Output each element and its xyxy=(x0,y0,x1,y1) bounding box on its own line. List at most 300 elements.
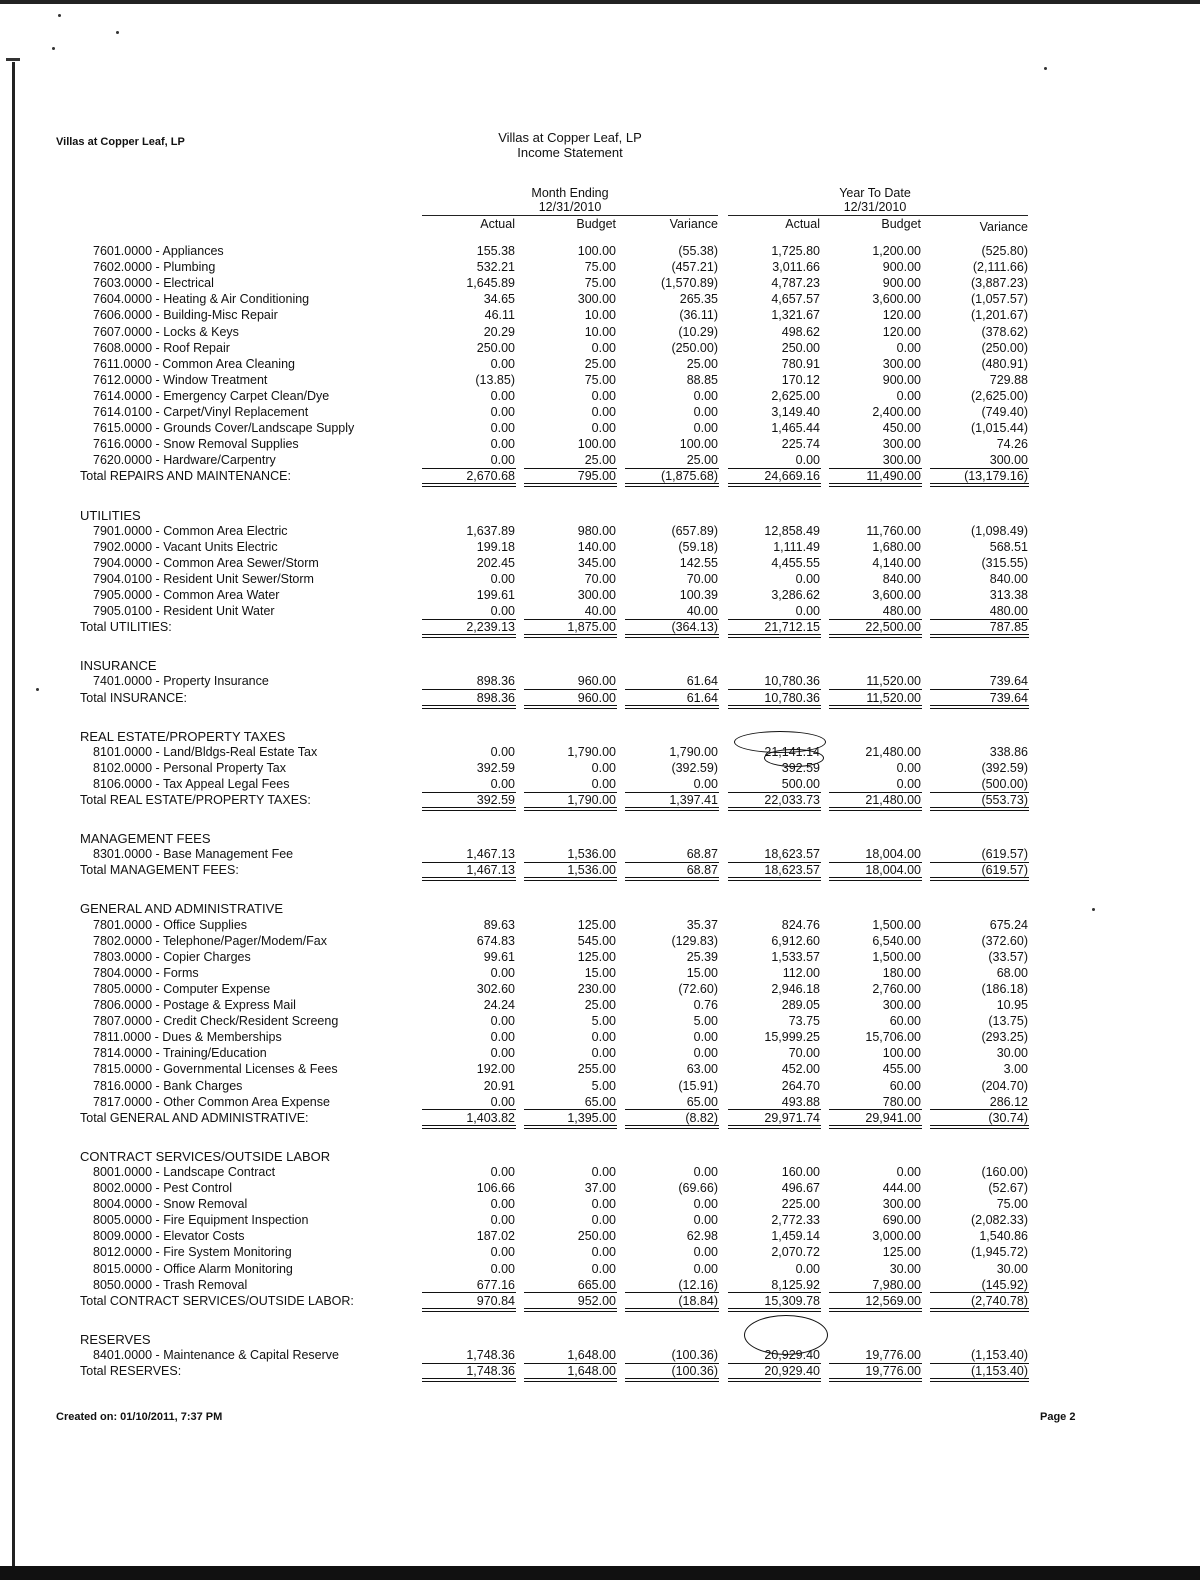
cell-value: 100.00 xyxy=(577,244,616,258)
cell-value: 0.00 xyxy=(490,1046,515,1061)
cell-value: 4,787.23 xyxy=(771,276,820,291)
cell-value: 35.37 xyxy=(686,917,718,932)
cell-value: 675.24 xyxy=(989,917,1028,932)
cell-value: 12,858.49 xyxy=(764,523,820,538)
double-underline xyxy=(930,483,1029,487)
total-label: Total MANAGEMENT FEES: xyxy=(80,863,239,878)
column-header: Variance xyxy=(669,217,718,231)
cell-value: (1,945.72) xyxy=(971,1245,1028,1260)
cell-value: 10.00 xyxy=(584,324,616,339)
cell-value: 300.00 xyxy=(882,453,921,468)
cell-value: 568.51 xyxy=(989,539,1028,554)
cell-value: 125.00 xyxy=(882,1245,921,1260)
cell-value: 20.29 xyxy=(483,324,515,339)
cell-value: 89.63 xyxy=(483,917,515,932)
cell-value: 4,657.57 xyxy=(771,292,820,307)
cell-value: 0.00 xyxy=(490,421,515,436)
cell-value: 18,623.57 xyxy=(764,847,820,862)
cell-value: 4,140.00 xyxy=(872,555,921,570)
cell-value: 1,748.36 xyxy=(466,1364,515,1378)
account-label: 7614.0100 - Carpet/Vinyl Replacement xyxy=(93,405,309,419)
cell-value: (372.60) xyxy=(981,933,1028,948)
cell-value: 300.00 xyxy=(989,453,1028,468)
table-row xyxy=(0,260,1200,276)
cell-value: 15,309.78 xyxy=(764,1293,820,1308)
cell-value: 1,536.00 xyxy=(567,863,616,878)
cell-value: 30.00 xyxy=(996,1261,1028,1276)
account-label: 7606.0000 - Building-Misc Repair xyxy=(93,308,278,323)
table-row xyxy=(0,421,1200,437)
cell-value: 120.00 xyxy=(882,324,921,339)
cell-value: 21,712.15 xyxy=(764,620,820,635)
cell-value: 46.11 xyxy=(484,308,515,323)
table-row xyxy=(0,405,1200,421)
cell-value: 5.00 xyxy=(591,1078,616,1093)
cell-value: 34.65 xyxy=(483,292,515,307)
cell-value: 0.76 xyxy=(693,998,718,1012)
cell-value: 1,790.00 xyxy=(669,744,718,759)
cell-value: 0.00 xyxy=(591,405,616,419)
table-row xyxy=(0,1095,1200,1111)
cell-value: 3,600.00 xyxy=(872,292,921,307)
cell-value: 125.00 xyxy=(577,917,616,932)
account-label: 7817.0000 - Other Common Area Expense xyxy=(93,1094,330,1109)
cell-value: 0.00 xyxy=(591,1046,616,1061)
cell-value: 1,459.14 xyxy=(771,1229,820,1244)
cell-value: 960.00 xyxy=(577,690,616,705)
cell-value: 61.64 xyxy=(686,674,718,689)
cell-value: 500.00 xyxy=(781,776,820,791)
report-title-company: Villas at Copper Leaf, LP xyxy=(498,130,642,145)
account-label: 7815.0000 - Governmental Licenses & Fees xyxy=(93,1062,338,1077)
cell-value: 739.64 xyxy=(989,674,1028,689)
double-underline xyxy=(728,1125,821,1129)
account-label: 7607.0000 - Locks & Keys xyxy=(93,324,239,339)
cell-value: 1,648.00 xyxy=(567,1347,616,1362)
double-underline xyxy=(728,877,821,881)
table-row xyxy=(0,1229,1200,1245)
cell-value: 18,623.57 xyxy=(764,863,820,878)
cell-value: 313.38 xyxy=(989,588,1028,602)
cell-value: 455.00 xyxy=(882,1062,921,1077)
cell-value: 265.35 xyxy=(679,292,718,307)
account-label: 7902.0000 - Vacant Units Electric xyxy=(93,539,278,554)
cell-value: 0.00 xyxy=(490,453,515,468)
cell-value: 0.00 xyxy=(693,421,718,436)
cell-value: (1,015.44) xyxy=(971,421,1028,436)
cell-value: (250.00) xyxy=(671,340,718,355)
table-row xyxy=(0,1079,1200,1095)
handwritten-circle xyxy=(744,1315,828,1355)
cell-value: 0.00 xyxy=(591,776,616,791)
cell-value: 22,033.73 xyxy=(764,793,820,807)
report-title-name: Income Statement xyxy=(517,145,623,160)
cell-value: (525.80) xyxy=(981,244,1028,258)
table-row xyxy=(0,588,1200,604)
cell-value: 898.36 xyxy=(476,690,515,705)
account-label: 8002.0000 - Pest Control xyxy=(93,1181,232,1195)
cell-value: 225.00 xyxy=(781,1197,820,1212)
double-underline xyxy=(625,634,719,638)
table-row xyxy=(0,1014,1200,1030)
total-label: Total RESERVES: xyxy=(80,1364,182,1378)
cell-value: 674.83 xyxy=(476,933,515,948)
cell-value: 3,600.00 xyxy=(872,588,921,602)
cell-value: 0.00 xyxy=(490,604,515,619)
ytd-period-date: 12/31/2010 xyxy=(843,200,907,214)
cell-value: 300.00 xyxy=(577,292,616,307)
cell-value: 0.00 xyxy=(591,1213,616,1228)
account-label: 7803.0000 - Copier Charges xyxy=(93,949,251,964)
cell-value: 1,321.67 xyxy=(771,308,820,323)
table-row xyxy=(0,1262,1200,1278)
cell-value: 840.00 xyxy=(989,571,1028,586)
cell-value: 18,004.00 xyxy=(865,863,921,878)
cell-value: 106.66 xyxy=(476,1181,515,1195)
cell-value: 0.00 xyxy=(693,1164,718,1179)
cell-value: (3,887.23) xyxy=(971,276,1028,291)
table-row xyxy=(0,556,1200,572)
cell-value: (69.66) xyxy=(678,1181,718,1195)
double-underline xyxy=(524,1125,617,1129)
double-underline xyxy=(829,1378,922,1382)
cell-value: 230.00 xyxy=(577,981,616,996)
ytd-period-header xyxy=(815,186,935,214)
account-label: 7904.0100 - Resident Unit Sewer/Storm xyxy=(93,571,314,586)
cell-value: (8.82) xyxy=(685,1110,718,1125)
cell-value: (160.00) xyxy=(981,1164,1028,1179)
cell-value: 795.00 xyxy=(577,469,616,484)
account-label: 8012.0000 - Fire System Monitoring xyxy=(93,1245,292,1260)
cell-value: (100.36) xyxy=(671,1347,718,1362)
cell-value: 0.00 xyxy=(896,1164,921,1179)
table-row xyxy=(0,1030,1200,1046)
cell-value: 187.02 xyxy=(476,1229,515,1244)
cell-value: 2,625.00 xyxy=(771,388,820,403)
cell-value: (33.57) xyxy=(988,949,1028,964)
cell-value: 3,011.66 xyxy=(772,260,820,275)
column-header: Budget xyxy=(576,217,616,231)
cell-value: 444.00 xyxy=(882,1181,921,1195)
cell-value: 68.87 xyxy=(686,863,718,878)
cell-value: 0.00 xyxy=(490,1213,515,1228)
cell-value: 15,706.00 xyxy=(865,1030,921,1045)
cell-value: 70.00 xyxy=(686,571,718,586)
cell-value: 0.00 xyxy=(591,1030,616,1045)
account-label: 8015.0000 - Office Alarm Monitoring xyxy=(93,1261,293,1276)
cell-value: (13.85) xyxy=(475,372,515,387)
cell-value: 250.00 xyxy=(476,340,515,355)
report-title xyxy=(470,130,670,160)
cell-value: 60.00 xyxy=(889,1014,921,1029)
cell-value: 4,455.55 xyxy=(771,555,820,570)
scan-border-bottom xyxy=(0,1566,1200,1580)
double-underline xyxy=(524,705,617,709)
cell-value: 900.00 xyxy=(882,276,921,291)
cell-value: 392.59 xyxy=(476,793,515,807)
cell-value: 0.00 xyxy=(693,1245,718,1260)
cell-value: (2,740.78) xyxy=(971,1293,1028,1308)
created-timestamp: Created on: 01/10/2011, 7:37 PM xyxy=(56,1411,223,1423)
double-underline xyxy=(829,807,922,811)
cell-value: 100.00 xyxy=(679,437,718,452)
account-label: 8004.0000 - Snow Removal xyxy=(93,1197,248,1212)
column-header: Budget xyxy=(881,217,921,231)
account-label: 8001.0000 - Landscape Contract xyxy=(93,1164,276,1179)
cell-value: 170.12 xyxy=(781,372,820,387)
cell-value: 75.00 xyxy=(584,372,616,387)
cell-value: 25.00 xyxy=(686,356,718,371)
cell-value: 225.74 xyxy=(781,437,820,452)
double-underline xyxy=(422,634,516,638)
scan-border-top xyxy=(0,0,1200,4)
cell-value: 65.00 xyxy=(584,1094,616,1109)
cell-value: 0.00 xyxy=(591,1164,616,1179)
cell-value: 10,780.36 xyxy=(764,690,820,705)
table-row xyxy=(0,1197,1200,1213)
cell-value: 289.05 xyxy=(781,998,820,1012)
cell-value: 125.00 xyxy=(577,949,616,964)
cell-value: 0.00 xyxy=(591,1245,616,1260)
cell-value: 0.00 xyxy=(490,571,515,586)
cell-value: 11,520.00 xyxy=(866,674,921,689)
cell-value: 3,000.00 xyxy=(872,1229,921,1244)
cell-value: 15,999.25 xyxy=(764,1030,820,1045)
handwritten-circle xyxy=(764,749,824,767)
cell-value: 160.00 xyxy=(781,1164,820,1179)
section-title: GENERAL AND ADMINISTRATIVE xyxy=(80,901,283,917)
account-label: 7807.0000 - Credit Check/Resident Screeng xyxy=(93,1014,339,1029)
cell-value: 345.00 xyxy=(577,555,616,570)
cell-value: 0.00 xyxy=(591,421,616,436)
cell-value: 20.91 xyxy=(483,1078,515,1093)
cell-value: (204.70) xyxy=(981,1078,1028,1093)
cell-value: (72.60) xyxy=(678,981,718,996)
double-underline xyxy=(930,1308,1029,1312)
cell-value: 25.00 xyxy=(584,356,616,371)
cell-value: 1,500.00 xyxy=(872,917,921,932)
total-label: Total GENERAL AND ADMINISTRATIVE: xyxy=(80,1110,309,1125)
cell-value: 300.00 xyxy=(882,1197,921,1212)
double-underline xyxy=(930,634,1029,638)
account-label: 7804.0000 - Forms xyxy=(93,965,199,980)
cell-value: 1,467.13 xyxy=(466,847,515,862)
account-label: 7814.0000 - Training/Education xyxy=(93,1046,267,1061)
account-label: 7602.0000 - Plumbing xyxy=(93,260,216,275)
cell-value: 392.59 xyxy=(476,760,515,775)
table-row xyxy=(0,1181,1200,1197)
cell-value: 0.00 xyxy=(490,388,515,403)
cell-value: 60.00 xyxy=(889,1078,921,1093)
cell-value: 1,790.00 xyxy=(567,793,616,807)
cell-value: 1,790.00 xyxy=(567,744,616,759)
account-label: 7801.0000 - Office Supplies xyxy=(93,917,248,932)
account-label: 7905.0100 - Resident Unit Water xyxy=(93,604,275,619)
cell-value: 0.00 xyxy=(591,388,616,403)
cell-value: 199.18 xyxy=(476,539,515,554)
cell-value: 192.00 xyxy=(476,1062,515,1077)
table-row xyxy=(0,604,1200,620)
double-underline xyxy=(728,705,821,709)
cell-value: (13.75) xyxy=(988,1014,1028,1029)
cell-value: (1,570.89) xyxy=(661,276,718,291)
total-label: Total INSURANCE: xyxy=(80,690,187,705)
double-underline xyxy=(422,807,516,811)
cell-value: 2,070.72 xyxy=(771,1245,820,1260)
cell-value: 1,536.00 xyxy=(567,847,616,862)
cell-value: 0.00 xyxy=(490,965,515,980)
table-row xyxy=(0,674,1200,690)
double-underline xyxy=(829,705,922,709)
cell-value: 88.85 xyxy=(686,372,718,387)
ytd-header-rule xyxy=(728,215,1028,216)
table-row xyxy=(0,453,1200,469)
cell-value: 0.00 xyxy=(693,1030,718,1045)
cell-value: 480.00 xyxy=(989,604,1028,619)
account-label: 7616.0000 - Snow Removal Supplies xyxy=(93,437,299,452)
cell-value: 0.00 xyxy=(896,760,921,775)
cell-value: 40.00 xyxy=(686,604,718,619)
cell-value: 1,200.00 xyxy=(872,244,921,258)
scan-left-tick xyxy=(6,58,20,61)
cell-value: 840.00 xyxy=(882,571,921,586)
cell-value: 300.00 xyxy=(882,437,921,452)
cell-value: 29,971.74 xyxy=(764,1110,820,1125)
cell-value: 824.76 xyxy=(781,917,820,932)
cell-value: 10,780.36 xyxy=(764,674,820,689)
cell-value: 300.00 xyxy=(882,356,921,371)
cell-value: 24.24 xyxy=(483,998,515,1012)
cell-value: 2,670.68 xyxy=(466,469,515,484)
cell-value: (2,625.00) xyxy=(971,388,1028,403)
cell-value: 1,533.57 xyxy=(771,949,820,964)
cell-value: 2,772.33 xyxy=(771,1213,820,1228)
cell-value: 0.00 xyxy=(693,776,718,791)
cell-value: 1,397.41 xyxy=(669,793,718,807)
account-label: 7401.0000 - Property Insurance xyxy=(93,674,269,689)
account-label: 7904.0000 - Common Area Sewer/Storm xyxy=(93,555,319,570)
cell-value: 5.00 xyxy=(591,1014,616,1029)
cell-value: 729.88 xyxy=(989,372,1028,387)
cell-value: 1,395.00 xyxy=(567,1110,616,1125)
scan-speck xyxy=(1044,67,1047,70)
cell-value: 498.62 xyxy=(781,324,820,339)
cell-value: (657.89) xyxy=(671,523,718,538)
cell-value: (1,153.40) xyxy=(971,1347,1028,1362)
table-row xyxy=(0,276,1200,292)
cell-value: 63.00 xyxy=(686,1062,718,1077)
double-underline xyxy=(422,705,516,709)
cell-value: 787.85 xyxy=(989,620,1028,635)
cell-value: 0.00 xyxy=(490,1197,515,1212)
account-label: 8106.0000 - Tax Appeal Legal Fees xyxy=(93,776,290,791)
cell-value: 21,141.14 xyxy=(764,744,820,759)
month-period-header xyxy=(510,186,630,214)
cell-value: 2,239.13 xyxy=(466,620,515,635)
cell-value: 496.67 xyxy=(781,1181,820,1195)
cell-value: 302.60 xyxy=(476,981,515,996)
double-underline xyxy=(829,634,922,638)
cell-value: 493.88 xyxy=(781,1094,820,1109)
account-label: 8401.0000 - Maintenance & Capital Reserve xyxy=(93,1347,339,1362)
cell-value: 15.00 xyxy=(686,965,718,980)
cell-value: (480.91) xyxy=(981,356,1028,371)
double-underline xyxy=(625,807,719,811)
table-row xyxy=(0,1278,1200,1294)
cell-value: (2,082.33) xyxy=(971,1213,1028,1228)
cell-value: 0.00 xyxy=(490,1014,515,1029)
cell-value: 20,929.40 xyxy=(764,1364,820,1378)
cell-value: 25.00 xyxy=(686,453,718,468)
cell-value: 68.87 xyxy=(686,847,718,862)
cell-value: (392.59) xyxy=(981,760,1028,775)
cell-value: (12.16) xyxy=(678,1277,718,1292)
cell-value: 2,946.18 xyxy=(771,981,820,996)
cell-value: 25.00 xyxy=(584,453,616,468)
cell-value: 11,760.00 xyxy=(866,523,921,538)
table-row xyxy=(0,982,1200,998)
cell-value: 21,480.00 xyxy=(865,793,921,807)
cell-value: (392.59) xyxy=(671,760,718,775)
double-underline xyxy=(422,1125,516,1129)
cell-value: 450.00 xyxy=(882,421,921,436)
cell-value: 11,520.00 xyxy=(866,690,921,705)
cell-value: 5.00 xyxy=(693,1014,718,1029)
cell-value: 1,540.86 xyxy=(979,1229,1028,1244)
table-row xyxy=(0,1213,1200,1229)
cell-value: (2,111.66) xyxy=(972,260,1028,275)
month-period-label: Month Ending xyxy=(531,186,609,200)
cell-value: 532.21 xyxy=(476,260,515,275)
cell-value: 0.00 xyxy=(693,1197,718,1212)
total-label: Total REAL ESTATE/PROPERTY TAXES: xyxy=(80,793,311,807)
cell-value: 70.00 xyxy=(788,1046,820,1061)
account-label: 7806.0000 - Postage & Express Mail xyxy=(93,998,296,1012)
cell-value: 1,111.49 xyxy=(773,539,820,554)
cell-value: 73.75 xyxy=(788,1014,820,1029)
account-label: 7604.0000 - Heating & Air Conditioning xyxy=(93,292,310,307)
cell-value: 452.00 xyxy=(781,1062,820,1077)
table-row xyxy=(0,1348,1200,1364)
cell-value: 0.00 xyxy=(490,1245,515,1260)
cell-value: 900.00 xyxy=(882,372,921,387)
cell-value: 29,941.00 xyxy=(865,1110,921,1125)
cell-value: (315.55) xyxy=(981,555,1028,570)
cell-value: 40.00 xyxy=(584,604,616,619)
cell-value: 21,480.00 xyxy=(865,744,921,759)
cell-value: (13,179.16) xyxy=(964,469,1028,484)
double-underline xyxy=(728,807,821,811)
table-row xyxy=(0,1245,1200,1261)
table-row xyxy=(0,524,1200,540)
account-label: 8005.0000 - Fire Equipment Inspection xyxy=(93,1213,309,1228)
scan-speck xyxy=(58,14,61,17)
cell-value: 30.00 xyxy=(996,1046,1028,1061)
section-title: MANAGEMENT FEES xyxy=(80,831,211,847)
double-underline xyxy=(422,1378,516,1382)
cell-value: 0.00 xyxy=(490,1094,515,1109)
account-label: 8101.0000 - Land/Bldgs-Real Estate Tax xyxy=(93,744,318,759)
cell-value: 898.36 xyxy=(476,674,515,689)
cell-value: 1,725.80 xyxy=(771,244,820,258)
cell-value: 180.00 xyxy=(882,965,921,980)
table-row xyxy=(0,373,1200,389)
cell-value: 37.00 xyxy=(584,1181,616,1195)
cell-value: 1,403.82 xyxy=(466,1110,515,1125)
cell-value: 8,125.92 xyxy=(771,1277,820,1292)
cell-value: 739.64 xyxy=(989,690,1028,705)
cell-value: 202.45 xyxy=(476,555,515,570)
